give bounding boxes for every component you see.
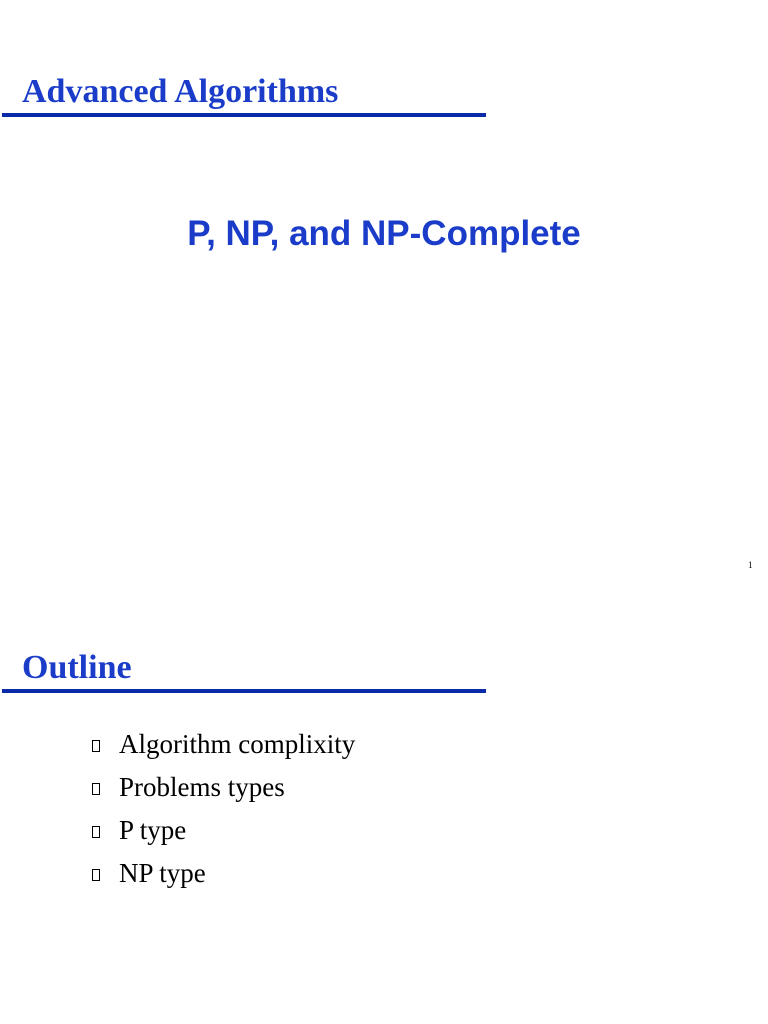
bullet-icon <box>92 783 100 795</box>
list-item-text: Algorithm complixity <box>119 728 356 759</box>
bullet-icon <box>92 826 100 838</box>
list-item-text: NP type <box>119 857 206 888</box>
bullet-icon <box>92 740 100 752</box>
page-number: 1 <box>748 560 753 570</box>
list-item-text: P type <box>119 814 187 845</box>
slide-2 <box>0 576 768 1024</box>
slide-heading: Outline <box>22 649 132 686</box>
outline-list <box>92 722 355 894</box>
slide-subtitle: P, NP, and NP-Complete <box>187 214 581 253</box>
bullet-icon <box>92 869 100 881</box>
list-item <box>92 722 355 765</box>
list-item <box>92 851 355 894</box>
list-item <box>92 808 355 851</box>
heading-divider <box>2 689 486 693</box>
heading-divider <box>2 113 486 117</box>
list-item <box>92 765 355 808</box>
list-item-text: Problems types <box>119 771 285 802</box>
slide-heading: Advanced Algorithms <box>22 73 339 110</box>
